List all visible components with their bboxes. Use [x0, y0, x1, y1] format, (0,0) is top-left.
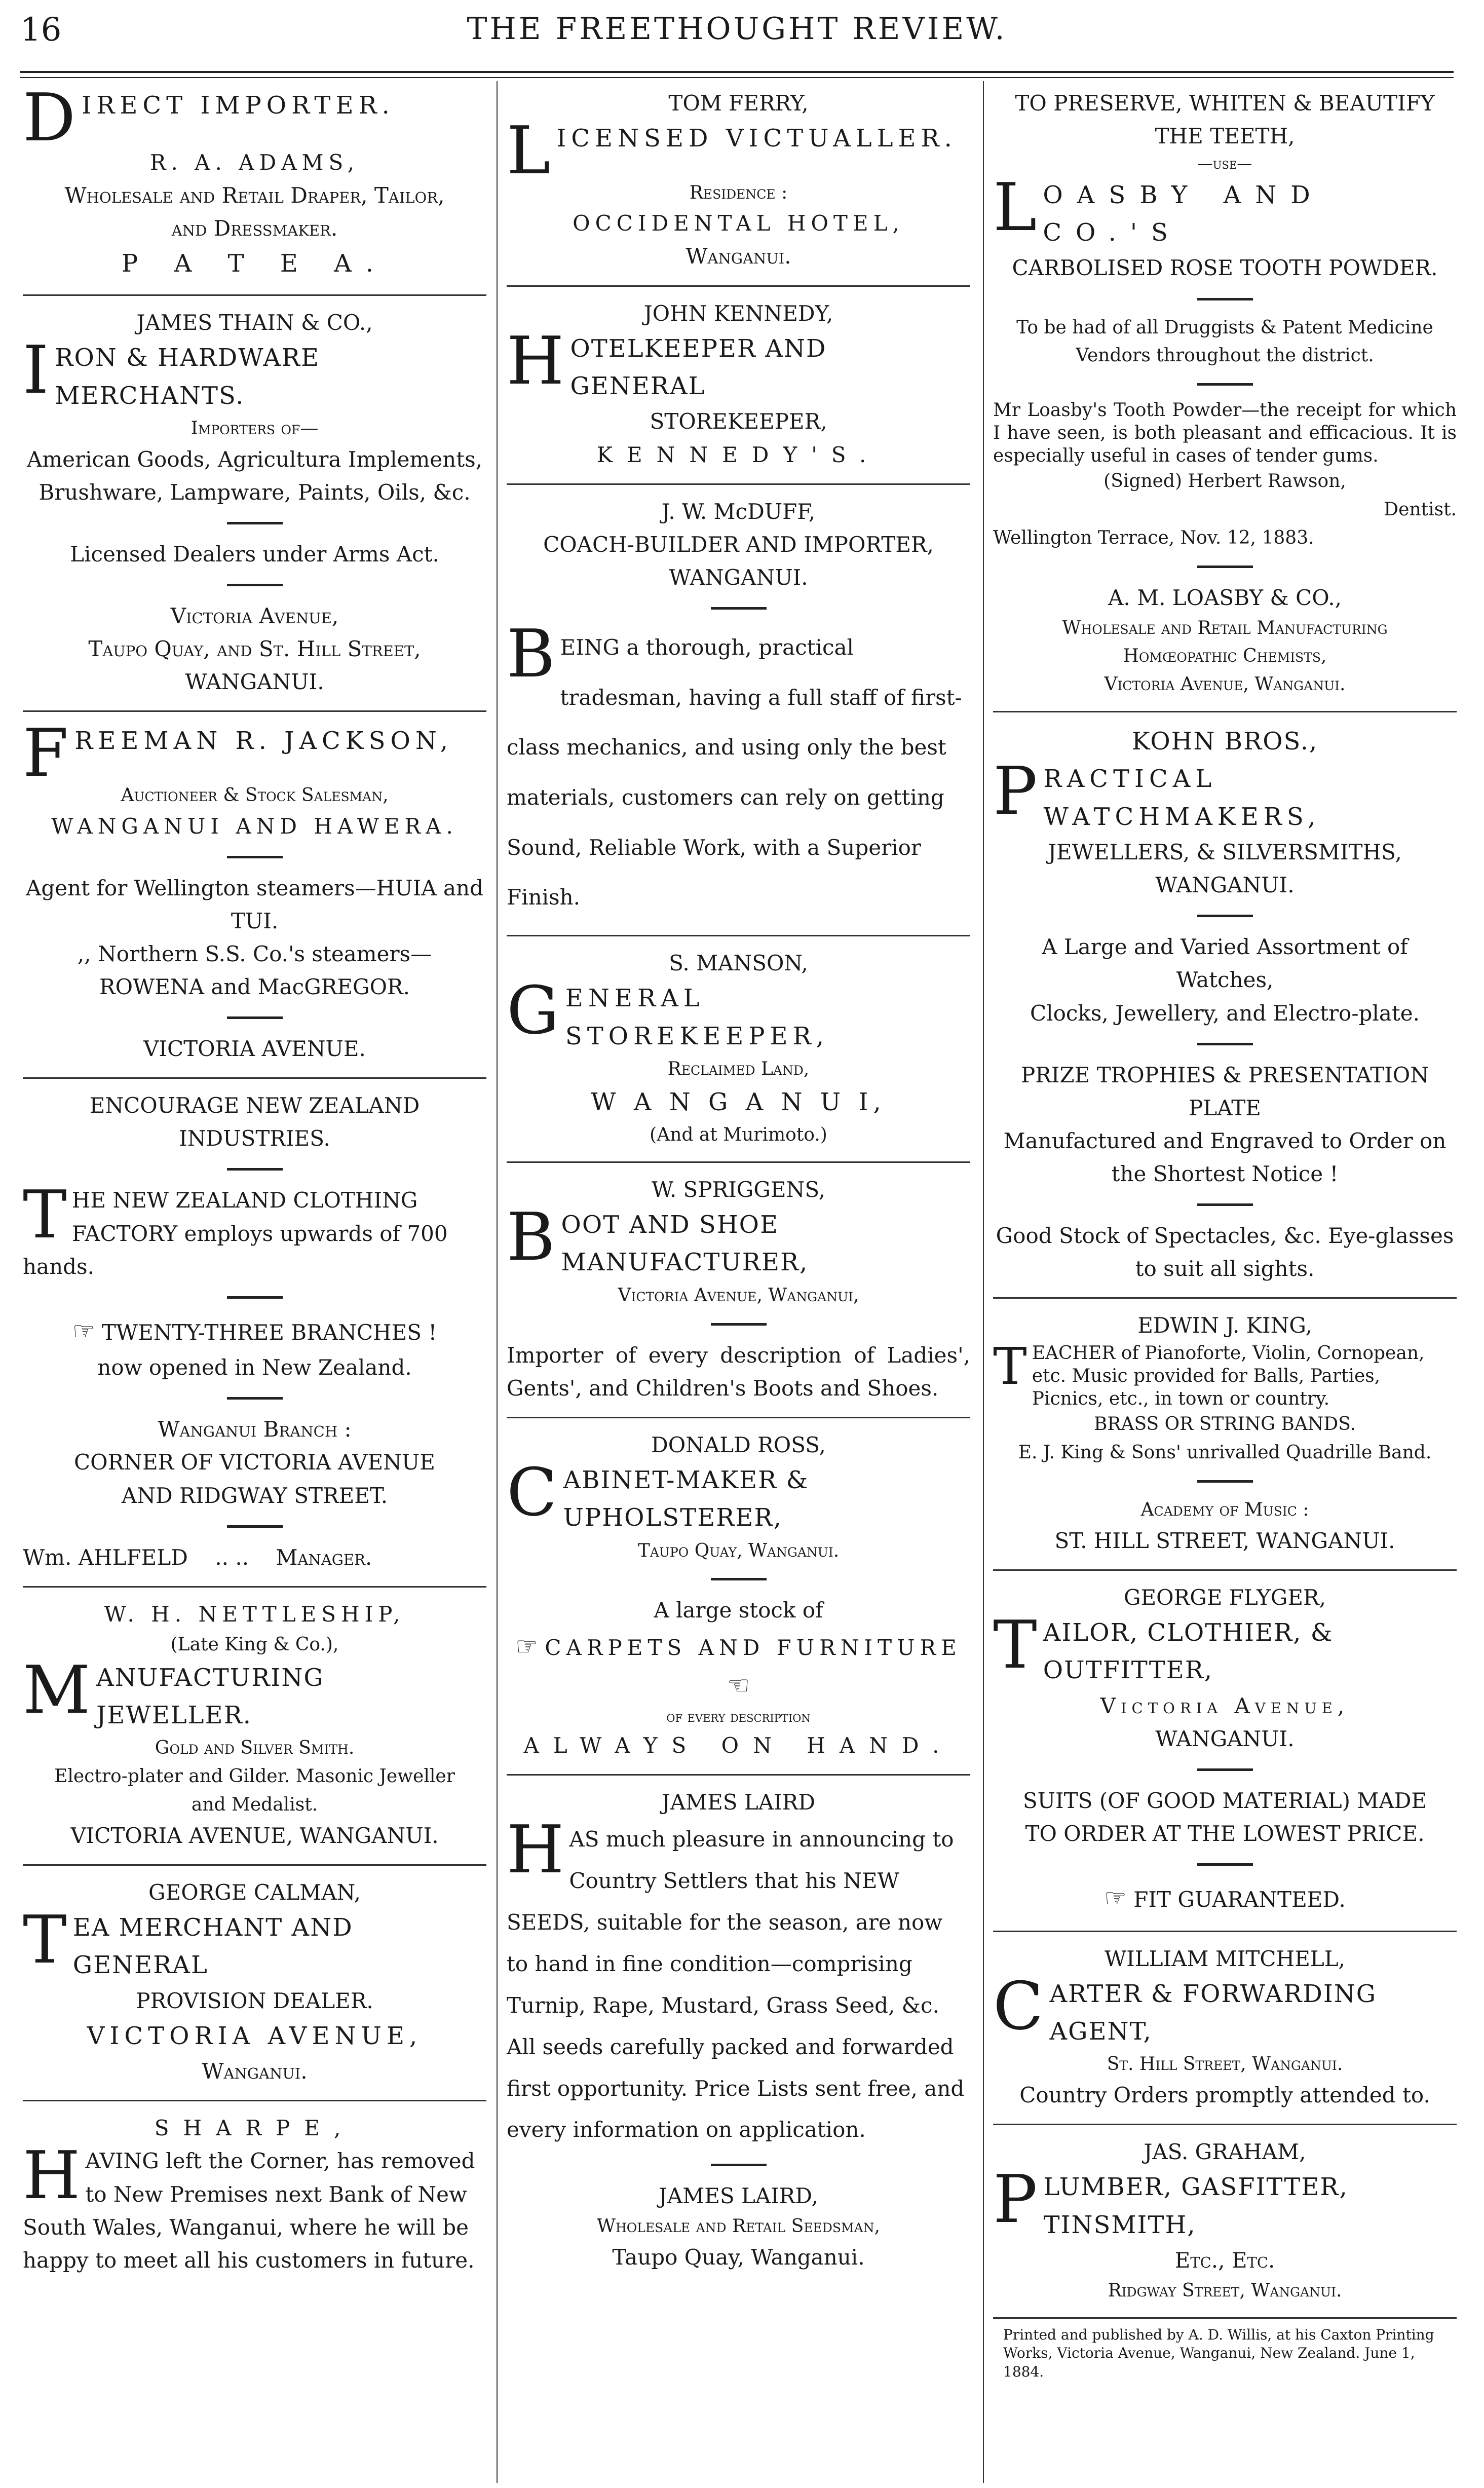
dash: [711, 2164, 767, 2166]
ad-separator: [993, 1297, 1457, 1299]
ad-line: (Late King & Co.),: [170, 1634, 339, 1655]
ad-body: Importer of every description of Ladies', Gents', and Children's Boots and Shoes.: [507, 1342, 970, 1401]
ad-separator: [993, 1569, 1457, 1571]
ad-line: Clocks, Jewellery, and Electro-plate.: [1030, 1000, 1420, 1026]
ad-line: PROVISION DEALER.: [136, 1988, 373, 2013]
drop-cap: B: [507, 1198, 556, 1275]
ad-line: STOREKEEPER,: [650, 409, 827, 434]
ad-line: ,, Northern S.S. Co.'s steamers—: [77, 941, 432, 966]
dash: [227, 1168, 283, 1171]
ad-separator: [23, 1864, 486, 1866]
ad-line: (And at Murimoto.): [650, 1124, 827, 1146]
ad-name: WILLIAM MITCHELL,: [1105, 1946, 1345, 1971]
ad-line: Victoria Avenue, Wanganui.: [1104, 674, 1346, 695]
ad-line: Vendors throughout the district.: [1076, 345, 1374, 366]
pointing-hand-icon: ☞: [72, 1316, 95, 1346]
ad-line: TWENTY-THREE BRANCHES !: [101, 1320, 437, 1345]
ad-heading: RACTICAL WATCHMAKERS,: [1043, 765, 1321, 831]
ad-heading: OASBY AND CO.'S: [1043, 180, 1324, 247]
ad-separator: [507, 1161, 970, 1163]
ad-body: AS much pleasure in announcing to Country Settlers that his NEW SEEDS, suitable for the season, are now to hand in fine condition—comprising Turnip, Rape, Mustard, Grass Seed, &c. All seeds carefully packed and forwarded first opportunity. Price Lists sent free, and every information on application.: [507, 1827, 965, 2142]
ad-name: TOM FERRY,: [668, 91, 809, 116]
drop-cap: L: [993, 168, 1038, 246]
ad-line: Homœopathic Chemists,: [1123, 646, 1327, 667]
ad-ross: [507, 1425, 970, 1765]
ad-line: A large stock of: [654, 1598, 823, 1623]
column-divider: [983, 81, 984, 2483]
ad-line: Victoria Avenue,: [1100, 1693, 1350, 1718]
ad-separator: [507, 285, 970, 287]
ad-body: AVING left the Corner, has removed to New Premises next Bank of New South Wales, Wanganui, where he will be happy to meet all his customers in future.: [23, 2148, 475, 2273]
ad-line: Wanganui Branch :: [158, 1417, 352, 1442]
ad-body: EING a thorough, practical tradesman, having a full staff of first-class mechanics, and using only the best materials, customers can rely on getting Sound, Reliable Work, with a Superior Finish.: [507, 634, 962, 910]
dash: [1197, 566, 1253, 568]
ad-line: Ridgway Street, Wanganui.: [1108, 2280, 1342, 2302]
ad-body: Mr Loasby's Tooth Powder—the receipt for which I have seen, is both pleasant and efficacious. It is especially useful in cases of tender gums.: [993, 400, 1457, 467]
ad-heading: REEMAN R. JACKSON,: [74, 727, 453, 756]
dash: [1197, 298, 1253, 300]
ad-name: KOHN BROS.,: [1131, 727, 1318, 756]
ad-line: Wholesale and Retail Seedsman,: [597, 2216, 880, 2237]
ad-town: Wanganui.: [686, 244, 791, 269]
column-divider: [497, 81, 498, 2483]
drop-cap: H: [507, 1811, 564, 1889]
dash: [711, 607, 767, 610]
ad-heading: INDUSTRIES.: [179, 1126, 330, 1151]
ad-line: American Goods, Agricultura Implements,: [27, 446, 482, 472]
ad-heading: ICENSED VICTUALLER.: [556, 124, 957, 153]
ad-line: ST. HILL STREET, WANGANUI.: [1054, 1528, 1395, 1553]
drop-cap: T: [993, 1337, 1027, 1397]
ad-line: WANGANUI AND HAWERA.: [51, 813, 458, 839]
ad-line: THE TEETH,: [1155, 124, 1295, 149]
ad-line: to suit all sights.: [1135, 1256, 1315, 1281]
ad-line: now opened in New Zealand.: [97, 1355, 412, 1380]
pointing-hand-left-icon: ☜: [727, 1671, 750, 1701]
ad-line: FACTORY employs upwards of 700 hands.: [23, 1221, 448, 1279]
ad-king: [993, 1306, 1457, 1560]
ad-line: Etc., Etc.: [1174, 2248, 1275, 2273]
ad-heading: ABINET-MAKER & UPHOLSTERER,: [563, 1465, 809, 1532]
ad-line: KENNEDY'S.: [596, 442, 881, 467]
ad-separator: [993, 2124, 1457, 2125]
ad-town: W A N G A N U I,: [591, 1087, 886, 1116]
pointing-hand-icon: ☞: [1104, 1883, 1127, 1913]
ad-graham: [993, 2132, 1457, 2308]
ad-line: CORNER OF VICTORIA AVENUE: [74, 1450, 435, 1475]
imprint: Printed and published by A. D. Willis, at his Caxton Printing Works, Victoria Avenue, Wanganui, New Zealand. June 1, 1884.: [1003, 2326, 1434, 2380]
dash: [711, 1323, 767, 1326]
ad-line: Reclaimed Land,: [667, 1058, 810, 1079]
dash: [227, 856, 283, 858]
ad-line: FIT GUARANTEED.: [1133, 1887, 1346, 1912]
ad-line: and Dressmaker.: [171, 215, 338, 241]
ad-nettleship: [23, 1595, 486, 1855]
ad-line: CARBOLISED ROSE TOOTH POWDER.: [1012, 255, 1438, 281]
ad-thain: [23, 303, 486, 701]
ad-line: PLATE: [1189, 1095, 1261, 1120]
pointing-hand-icon: ☞: [515, 1631, 538, 1661]
ad-line: JEWELLERS, & SILVERSMITHS,: [1048, 840, 1402, 865]
ad-line: Importers of—: [191, 418, 319, 439]
ad-sharpe: [23, 2108, 486, 2279]
ad-line: Wholesale and Retail Draper, Tailor,: [64, 182, 445, 208]
drop-cap: D: [23, 79, 77, 156]
header-rule-thin: [20, 77, 1454, 78]
ad-line: Academy of Music :: [1140, 1499, 1309, 1520]
page-number: 16: [20, 11, 62, 49]
ad-line: the Shortest Notice !: [1111, 1161, 1339, 1186]
ad-line: ALWAYS ON HAND.: [523, 1733, 954, 1758]
ad-line: Taupo Quay, Wanganui.: [637, 1540, 840, 1561]
drop-cap: G: [507, 972, 560, 1049]
ad-line: Licensed Dealers under Arms Act.: [70, 542, 439, 567]
ad-heading: OTELKEEPER AND GENERAL: [570, 334, 827, 401]
ad-separator: [23, 1586, 486, 1588]
ad-name: JAMES THAIN & CO.,: [136, 310, 373, 335]
page-header: [20, 11, 1454, 62]
drop-cap: L: [507, 112, 552, 190]
ad-town: WANGANUI.: [1155, 873, 1295, 898]
ad-line: HE NEW ZEALAND CLOTHING: [71, 1188, 418, 1213]
ad-line: TO ORDER AT THE LOWEST PRICE.: [1025, 1821, 1425, 1846]
ad-line: Taupo Quay, Wanganui.: [612, 2245, 865, 2270]
ad-line: Brushware, Lampware, Paints, Oils, &c.: [39, 479, 471, 505]
ad-loasby: [993, 84, 1457, 702]
ad-town: WANGANUI.: [1155, 1726, 1295, 1751]
dash: [1197, 1768, 1253, 1771]
ad-name: GEORGE CALMAN,: [148, 1879, 361, 1905]
ad-heading: AILOR, CLOTHIER, & OUTFITTER,: [1043, 1618, 1334, 1685]
ad-manson: [507, 944, 970, 1152]
drop-cap: F: [23, 714, 70, 792]
ad-heading: ENCOURAGE NEW ZEALAND: [89, 1093, 420, 1118]
ad-heading: ENERAL STOREKEEPER,: [565, 984, 829, 1050]
ad-spriggens: [507, 1170, 970, 1408]
ad-town: WANGANUI.: [185, 669, 324, 695]
dash: [1197, 1043, 1253, 1045]
dash: [1197, 1863, 1253, 1866]
ad-line: St. Hill Street, Wanganui.: [1107, 2054, 1343, 2075]
ad-mitchell: [993, 1939, 1457, 2115]
drop-cap: T: [23, 1901, 68, 1978]
drop-cap: P: [993, 752, 1039, 830]
ad-separator: [993, 2317, 1457, 2319]
ad-mcduff: [507, 492, 970, 926]
ad-adams: [23, 79, 486, 285]
ad-line: TUI.: [231, 908, 279, 933]
ad-line: Agent for Wellington steamers—HUIA and: [26, 875, 483, 900]
ad-calman: [23, 1873, 486, 2091]
ad-flyger: [993, 1578, 1457, 1921]
drop-cap: C: [993, 1967, 1045, 2045]
ad-line: PRIZE TROPHIES & PRESENTATION: [1021, 1062, 1429, 1087]
ad-separator: [23, 2100, 486, 2101]
column-1: [23, 79, 486, 2280]
ad-line: —use—: [1197, 155, 1252, 173]
ad-line: Good Stock of Spectacles, &c. Eye-glasses: [996, 1223, 1454, 1249]
header-rule: [20, 71, 1454, 73]
ad-line: Wholesale and Retail Manufacturing: [1062, 617, 1388, 638]
ad-name: W. SPRIGGENS,: [652, 1177, 825, 1202]
dash: [227, 522, 283, 524]
leader-dots: .. ..: [215, 1544, 249, 1570]
ad-jackson: [23, 714, 486, 1068]
ad-separator: [23, 1077, 486, 1079]
ad-line: COACH-BUILDER AND IMPORTER,: [543, 532, 934, 557]
ad-line: Dentist.: [1384, 499, 1457, 520]
ad-line: E. J. King & Sons' unrivalled Quadrille Band.: [1018, 1442, 1432, 1463]
ad-name: SHARPE,: [154, 2116, 355, 2141]
page-title: THE FREETHOUGHT REVIEW.: [467, 11, 1007, 47]
ad-heading: IRECT IMPORTER.: [82, 91, 395, 120]
ad-line: Gold and Silver Smith.: [155, 1738, 355, 1759]
drop-cap: T: [23, 1176, 67, 1254]
drop-cap: H: [507, 322, 565, 399]
ad-line: Victoria Avenue, Wanganui,: [618, 1285, 859, 1306]
drop-cap: P: [993, 2161, 1039, 2238]
ad-name: GEORGE FLYGER,: [1123, 1585, 1326, 1610]
ad-line: ROWENA and MacGREGOR.: [99, 974, 410, 1000]
ad-separator: [507, 1417, 970, 1418]
ad-name: J. W. McDUFF,: [661, 499, 816, 524]
ad-heading: RON & HARDWARE MERCHANTS.: [55, 344, 320, 410]
ad-line: SUITS (OF GOOD MATERIAL) MADE: [1022, 1788, 1427, 1813]
ad-name: JAMES LAIRD: [661, 1790, 816, 1815]
dash: [1197, 1203, 1253, 1206]
column-3: [993, 84, 1457, 2381]
ad-line: OCCIDENTAL HOTEL,: [573, 211, 904, 236]
ad-name: A. M. LOASBY & CO.,: [1108, 585, 1342, 610]
ad-line: Victoria Avenue,: [170, 604, 339, 629]
dash: [227, 1525, 283, 1528]
dash: [1197, 1480, 1253, 1483]
dash: [227, 1397, 283, 1400]
ad-separator: [23, 710, 486, 712]
ad-line: Residence :: [689, 182, 788, 203]
ad-kohn: [993, 720, 1457, 1288]
ad-separator: [993, 1931, 1457, 1932]
ad-line: VICTORIA AVENUE, WANGANUI.: [70, 1823, 439, 1848]
dash: [227, 1296, 283, 1299]
ad-heading: EA MERCHANT AND GENERAL: [72, 1913, 353, 1980]
dash: [227, 1016, 283, 1019]
drop-cap: H: [23, 2137, 81, 2214]
ad-line: Electro-plater and Gilder. Masonic Jeweller: [54, 1766, 455, 1787]
ad-line: Wellington Terrace, Nov. 12, 1883.: [993, 527, 1314, 548]
ad-clothing-factory: [23, 1086, 486, 1576]
ad-body: EACHER of Pianoforte, Violin, Cornopean, etc. Music provided for Balls, Parties, Picnics, etc., in town or country.: [1032, 1343, 1425, 1410]
ad-line: To be had of all Druggists & Patent Medicine: [1016, 317, 1433, 338]
ad-name: EDWIN J. KING,: [1137, 1313, 1312, 1338]
ad-line: AND RIDGWAY STREET.: [121, 1483, 388, 1508]
ad-separator: [507, 1774, 970, 1776]
ad-heading: LUMBER, GASFITTER, TINSMITH,: [1043, 2173, 1348, 2239]
ad-line: VICTORIA AVENUE.: [143, 1036, 366, 1062]
ad-line: VICTORIA AVENUE,: [87, 2021, 423, 2050]
ad-name: R. A. ADAMS,: [149, 149, 360, 175]
ad-name: W. H. NETTLESHIP,: [104, 1601, 405, 1627]
ad-line: A Large and Varied Assortment of Watches,: [1042, 934, 1408, 993]
ad-heading: ARTER & FORWARDING AGENT,: [1049, 1979, 1377, 2046]
dash: [711, 1578, 767, 1580]
ad-separator: [507, 935, 970, 936]
ad-name: JAS. GRAHAM,: [1144, 2139, 1306, 2165]
drop-cap: C: [507, 1453, 558, 1531]
ad-name: S. MANSON,: [669, 951, 808, 976]
ad-line: JAMES LAIRD,: [659, 2183, 818, 2209]
ad-line: Manufactured and Engraved to Order on: [1003, 1128, 1447, 1153]
dash: [1197, 383, 1253, 386]
manager-name: Wm. AHLFELD: [23, 1544, 188, 1570]
dash: [227, 584, 283, 586]
ad-kennedy: [507, 294, 970, 474]
drop-cap: B: [507, 615, 555, 692]
ad-place: P A T E A.: [122, 249, 388, 278]
ad-town: Wanganui.: [202, 2059, 308, 2084]
ad-separator: [507, 483, 970, 485]
ad-line: Country Orders promptly attended to.: [1019, 2083, 1430, 2108]
ad-line: and Medalist.: [191, 1794, 318, 1815]
ad-heading: ANUFACTURING JEWELLER.: [96, 1663, 324, 1729]
ad-separator: [23, 294, 486, 296]
ad-ferry: [507, 84, 970, 276]
ad-line: Auctioneer & Stock Salesman,: [121, 784, 389, 806]
ad-separator: [993, 711, 1457, 712]
drop-cap: T: [993, 1606, 1038, 1683]
ad-name: JOHN KENNEDY,: [643, 300, 833, 326]
ad-town: WANGANUI.: [669, 564, 808, 590]
drop-cap: M: [23, 1651, 92, 1728]
column-2: [507, 84, 970, 2277]
ad-laird: [507, 1783, 970, 2277]
ad-name: DONALD ROSS,: [651, 1432, 826, 1457]
ad-heading: OOT AND SHOE MANUFACTURER,: [561, 1211, 809, 1277]
ad-line: (Signed) Herbert Rawson,: [1104, 471, 1346, 492]
ad-line: Taupo Quay, and St. Hill Street,: [88, 636, 421, 662]
ad-line: TO PRESERVE, WHITEN & BEAUTIFY: [1015, 91, 1435, 116]
ad-line: of every description: [666, 1708, 811, 1726]
ad-line: BRASS OR STRING BANDS.: [1093, 1414, 1356, 1435]
ad-line: CARPETS AND FURNITURE: [545, 1635, 962, 1660]
manager-label: Manager.: [276, 1544, 372, 1570]
drop-cap: I: [23, 331, 50, 409]
dash: [1197, 915, 1253, 917]
